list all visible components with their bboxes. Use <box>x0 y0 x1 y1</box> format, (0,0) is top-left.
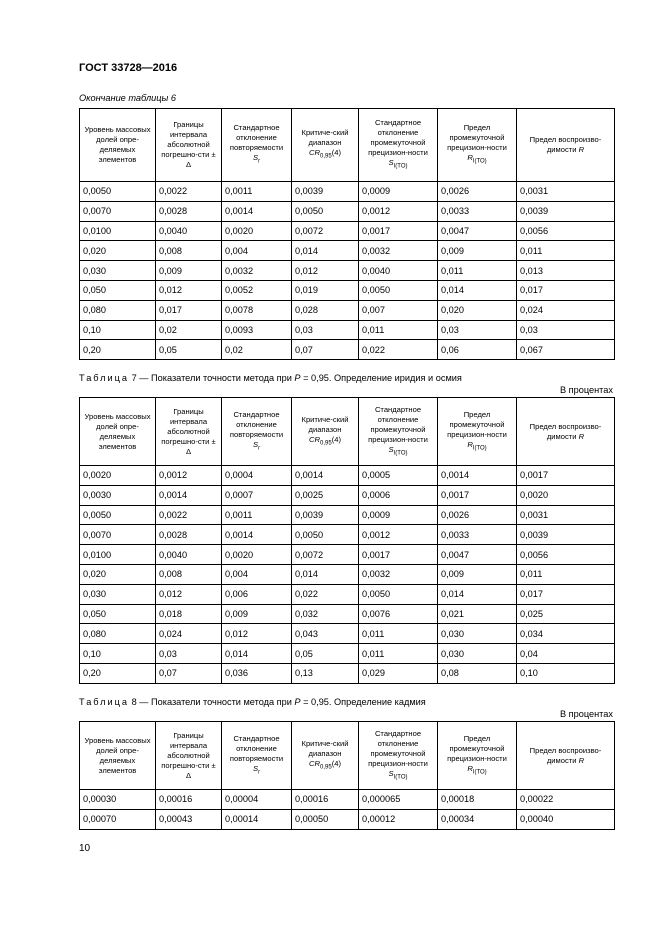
col-header-repeatability: Стандартное отклонение повторяемости $S_r$ <box>222 398 292 466</box>
table-cell: 0,05 <box>292 644 359 664</box>
col-header-level: Уровень массовых долей опре-деляемых элементов <box>80 398 156 466</box>
table-cell: 0,0014 <box>222 525 292 545</box>
table7-header <box>80 398 615 466</box>
table-cell: 0,0028 <box>156 525 222 545</box>
table-cell: 0,00016 <box>156 790 222 810</box>
table-cell: 0,0040 <box>359 261 438 281</box>
table-cell: 0,017 <box>156 300 222 320</box>
table-cell: 0,20 <box>80 663 156 683</box>
table-cell: 0,0012 <box>359 201 438 221</box>
table-cell: 0,00012 <box>359 809 438 829</box>
col-header-repeatability: Стандартное отклонение повторяемости $S_r$ <box>222 722 292 790</box>
col-header-critical-range: Критиче-ский диапазон $CR_{0,95}(4)$ <box>292 398 359 466</box>
table-cell: 0,04 <box>517 644 615 664</box>
table-cell: 0,0020 <box>222 545 292 565</box>
table-cell: 0,0025 <box>292 485 359 505</box>
col-header-intermediate-sd: Стандартное отклонение промежуточной прецизион-ности $S_{I(TO)}$ <box>359 398 438 466</box>
col-header-critical-range: Критиче-ский диапазон $CR_{0,95}(4)$ <box>292 109 359 182</box>
table-cell: 0,03 <box>517 320 615 340</box>
table-cell: 0,00040 <box>517 809 615 829</box>
table-cell: 0,009 <box>438 564 517 584</box>
table-cell: 0,00004 <box>222 790 292 810</box>
table-cell: 0,0039 <box>292 182 359 202</box>
table-cell: 0,10 <box>80 644 156 664</box>
table-cell: 0,009 <box>438 241 517 261</box>
page-number: 10 <box>79 843 91 854</box>
table-cell: 0,050 <box>80 604 156 624</box>
table-cell: 0,020 <box>438 300 517 320</box>
table-cell: 0,0004 <box>222 466 292 486</box>
table-cell: 0,0072 <box>292 221 359 241</box>
table-cell: 0,0039 <box>292 505 359 525</box>
table-row <box>80 485 615 505</box>
col-header-intermediate-limit: Предел промежуточной прецизион-ности $R_{I(TO)}$ <box>438 398 517 466</box>
table-row <box>80 790 615 810</box>
table-cell: 0,03 <box>156 644 222 664</box>
table6-body <box>80 182 615 360</box>
table-cell: 0,011 <box>359 624 438 644</box>
table-cell: 0,022 <box>292 584 359 604</box>
table-cell: 0,00070 <box>80 809 156 829</box>
table-cell: 0,0050 <box>292 201 359 221</box>
table-cell: 0,0031 <box>517 505 615 525</box>
table-row <box>80 809 615 829</box>
table-cell: 0,0022 <box>156 505 222 525</box>
table-cell: 0,03 <box>438 320 517 340</box>
table-cell: 0,014 <box>292 564 359 584</box>
table-cell: 0,011 <box>517 564 615 584</box>
table-row <box>80 300 615 320</box>
table-cell: 0,0014 <box>438 466 517 486</box>
table-cell: 0,0050 <box>80 505 156 525</box>
table-cell: 0,012 <box>156 280 222 300</box>
table-cell: 0,009 <box>222 604 292 624</box>
table-cell: 0,08 <box>438 663 517 683</box>
table6-header <box>80 109 615 182</box>
table-cell: 0,0020 <box>80 466 156 486</box>
table-cell: 0,0040 <box>156 221 222 241</box>
col-header-intermediate-limit: Предел промежуточной прецизион-ности $R_{I(TO)}$ <box>438 722 517 790</box>
table-cell: 0,014 <box>438 280 517 300</box>
col-header-reproducibility: Предел воспроизво-димости R <box>517 722 615 790</box>
table-cell: 0,0050 <box>292 525 359 545</box>
table7-body <box>80 466 615 684</box>
table-cell: 0,080 <box>80 300 156 320</box>
table-cell: 0,0076 <box>359 604 438 624</box>
table-cell: 0,0039 <box>517 201 615 221</box>
table-cell: 0,0014 <box>156 485 222 505</box>
table-cell: 0,0006 <box>359 485 438 505</box>
table-cell: 0,007 <box>359 300 438 320</box>
col-header-reproducibility: Предел воспроизво-димости R <box>517 109 615 182</box>
table-cell: 0,0017 <box>517 466 615 486</box>
table-row <box>80 241 615 261</box>
table-cell: 0,0056 <box>517 221 615 241</box>
table-cell: 0,0020 <box>222 221 292 241</box>
table8-body <box>80 790 615 830</box>
table-cell: 0,0032 <box>359 564 438 584</box>
table-cell: 0,012 <box>156 584 222 604</box>
table8-caption <box>79 697 426 707</box>
table-cell: 0,0030 <box>80 485 156 505</box>
table-cell: 0,009 <box>156 261 222 281</box>
table-cell: 0,043 <box>292 624 359 644</box>
table-cell: 0,13 <box>292 663 359 683</box>
table-cell: 0,02 <box>156 320 222 340</box>
table-cell: 0,012 <box>222 624 292 644</box>
table-cell: 0,0011 <box>222 505 292 525</box>
table-cell: 0,012 <box>292 261 359 281</box>
table-cell: 0,00014 <box>222 809 292 829</box>
table7-label: Таблица <box>79 373 130 383</box>
table-cell: 0,024 <box>517 300 615 320</box>
table-row <box>80 584 615 604</box>
table-row <box>80 340 615 360</box>
table8-number: 8 <box>131 697 137 707</box>
table8-p-symbol: P <box>294 697 301 707</box>
table-cell: 0,0031 <box>517 182 615 202</box>
table-cell: 0,10 <box>80 320 156 340</box>
table-cell: 0,0078 <box>222 300 292 320</box>
table-cell: 0,0033 <box>438 201 517 221</box>
table-cell: 0,0050 <box>359 584 438 604</box>
table-cell: 0,00030 <box>80 790 156 810</box>
table8-text-after: = 0,95. Определение кадмия <box>300 697 426 707</box>
table-cell: 0,0032 <box>222 261 292 281</box>
table-cell: 0,032 <box>292 604 359 624</box>
table7-number: 7 <box>131 373 137 383</box>
table8-header <box>80 722 615 790</box>
table-cell: 0,0017 <box>438 485 517 505</box>
table7-text-after: = 0,95. Определение иридия и осмия <box>300 373 462 383</box>
table-cell: 0,080 <box>80 624 156 644</box>
table-row <box>80 280 615 300</box>
table-cell: 0,017 <box>517 584 615 604</box>
table-cell: 0,011 <box>359 320 438 340</box>
table-cell: 0,004 <box>222 564 292 584</box>
table-cell: 0,017 <box>517 280 615 300</box>
col-header-intermediate-limit: Предел промежуточной прецизион-ности $R_{I(TO)}$ <box>438 109 517 182</box>
table-cell: 0,014 <box>222 644 292 664</box>
table-cell: 0,0070 <box>80 201 156 221</box>
table-cell: 0,0047 <box>438 545 517 565</box>
document-title: ГОСТ 33728—2016 <box>79 62 178 74</box>
table-cell: 0,0072 <box>292 545 359 565</box>
table-cell: 0,0100 <box>80 545 156 565</box>
col-header-reproducibility: Предел воспроизво-димости R <box>517 398 615 466</box>
table-cell: 0,06 <box>438 340 517 360</box>
table-cell: 0,0005 <box>359 466 438 486</box>
table-cell: 0,0047 <box>438 221 517 241</box>
table-cell: 0,07 <box>156 663 222 683</box>
col-header-intermediate-sd: Стандартное отклонение промежуточной прецизион-ности $S_{I(TO)}$ <box>359 109 438 182</box>
table7-unit: В процентах <box>559 385 613 395</box>
table-cell: 0,10 <box>517 663 615 683</box>
table-cell: 0,011 <box>359 644 438 664</box>
table-cell: 0,0011 <box>222 182 292 202</box>
table-cell: 0,0040 <box>156 545 222 565</box>
table-cell: 0,0056 <box>517 545 615 565</box>
col-header-repeatability: Стандартное отклонение повторяемости $S_r$ <box>222 109 292 182</box>
table-cell: 0,050 <box>80 280 156 300</box>
table-row <box>80 261 615 281</box>
table-cell: 0,029 <box>359 663 438 683</box>
table-cell: 0,0028 <box>156 201 222 221</box>
table-row <box>80 182 615 202</box>
table7 <box>79 397 615 684</box>
table-cell: 0,0100 <box>80 221 156 241</box>
table6 <box>79 108 615 360</box>
table-cell: 0,014 <box>438 584 517 604</box>
table-cell: 0,011 <box>517 241 615 261</box>
col-header-error-bounds: Границы интервала абсолютной погрешно-сти ± Δ <box>156 109 222 182</box>
table-cell: 0,0052 <box>222 280 292 300</box>
table7-caption <box>79 373 462 383</box>
table-cell: 0,020 <box>80 564 156 584</box>
table-cell: 0,00016 <box>292 790 359 810</box>
table-cell: 0,00043 <box>156 809 222 829</box>
table-cell: 0,030 <box>438 644 517 664</box>
col-header-error-bounds: Границы интервала абсолютной погрешно-сти ± Δ <box>156 722 222 790</box>
table-cell: 0,025 <box>517 604 615 624</box>
table-cell: 0,018 <box>156 604 222 624</box>
table-cell: 0,008 <box>156 241 222 261</box>
table-row <box>80 663 615 683</box>
table-cell: 0,0020 <box>517 485 615 505</box>
table-cell: 0,0032 <box>359 241 438 261</box>
table8-unit: В процентах <box>559 709 613 719</box>
table-row <box>80 564 615 584</box>
table-cell: 0,021 <box>438 604 517 624</box>
table-row <box>80 604 615 624</box>
table8 <box>79 721 615 830</box>
table-row <box>80 221 615 241</box>
table-cell: 0,03 <box>292 320 359 340</box>
table-cell: 0,034 <box>517 624 615 644</box>
table-cell: 0,0017 <box>359 221 438 241</box>
col-header-intermediate-sd: Стандартное отклонение промежуточной прецизион-ности $S_{I(TO)}$ <box>359 722 438 790</box>
table-cell: 0,014 <box>292 241 359 261</box>
table-cell: 0,019 <box>292 280 359 300</box>
table-row <box>80 624 615 644</box>
table-cell: 0,013 <box>517 261 615 281</box>
table-cell: 0,024 <box>156 624 222 644</box>
table-row <box>80 525 615 545</box>
table7-p-symbol: P <box>294 373 301 383</box>
table-cell: 0,0026 <box>438 182 517 202</box>
table-cell: 0,00034 <box>438 809 517 829</box>
table6-caption: Окончание таблицы 6 <box>79 93 176 103</box>
table-cell: 0,0093 <box>222 320 292 340</box>
table-cell: 0,020 <box>80 241 156 261</box>
table-cell: 0,067 <box>517 340 615 360</box>
table-cell: 0,20 <box>80 340 156 360</box>
table-row <box>80 505 615 525</box>
table-cell: 0,0033 <box>438 525 517 545</box>
table-cell: 0,0017 <box>359 545 438 565</box>
table-cell: 0,00022 <box>517 790 615 810</box>
col-header-level: Уровень массовых долей опре-деляемых элементов <box>80 722 156 790</box>
table-cell: 0,0070 <box>80 525 156 545</box>
table-cell: 0,05 <box>156 340 222 360</box>
table-cell: 0,022 <box>359 340 438 360</box>
col-header-error-bounds: Границы интервала абсолютной погрешно-сти ± Δ <box>156 398 222 466</box>
table-row <box>80 466 615 486</box>
table-cell: 0,030 <box>438 624 517 644</box>
table-cell: 0,0009 <box>359 505 438 525</box>
table-cell: 0,00050 <box>292 809 359 829</box>
table-cell: 0,0014 <box>222 201 292 221</box>
table-cell: 0,0026 <box>438 505 517 525</box>
table-cell: 0,00018 <box>438 790 517 810</box>
table8-text-before: — Показатели точности метода при <box>136 697 295 707</box>
table-cell: 0,028 <box>292 300 359 320</box>
table-row <box>80 545 615 565</box>
table-row <box>80 320 615 340</box>
table-cell: 0,0039 <box>517 525 615 545</box>
table-cell: 0,006 <box>222 584 292 604</box>
table-cell: 0,011 <box>438 261 517 281</box>
table-cell: 0,02 <box>222 340 292 360</box>
table-cell: 0,0022 <box>156 182 222 202</box>
table-cell: 0,030 <box>80 261 156 281</box>
table-row <box>80 644 615 664</box>
table-cell: 0,036 <box>222 663 292 683</box>
table-cell: 0,030 <box>80 584 156 604</box>
table-cell: 0,0050 <box>80 182 156 202</box>
table-cell: 0,0014 <box>292 466 359 486</box>
col-header-level: Уровень массовых долей опре-деляемых элементов <box>80 109 156 182</box>
table-cell: 0,07 <box>292 340 359 360</box>
table-cell: 0,0012 <box>359 525 438 545</box>
table-cell: 0,004 <box>222 241 292 261</box>
col-header-critical-range: Критиче-ский диапазон $CR_{0,95}(4)$ <box>292 722 359 790</box>
table-cell: 0,0050 <box>359 280 438 300</box>
table8-label: Таблица <box>79 697 130 707</box>
table-row <box>80 201 615 221</box>
table-cell: 0,0007 <box>222 485 292 505</box>
table-cell: 0,0009 <box>359 182 438 202</box>
table-cell: 0,008 <box>156 564 222 584</box>
table-cell: 0,0012 <box>156 466 222 486</box>
table-cell: 0,000065 <box>359 790 438 810</box>
table7-text-before: — Показатели точности метода при <box>136 373 295 383</box>
